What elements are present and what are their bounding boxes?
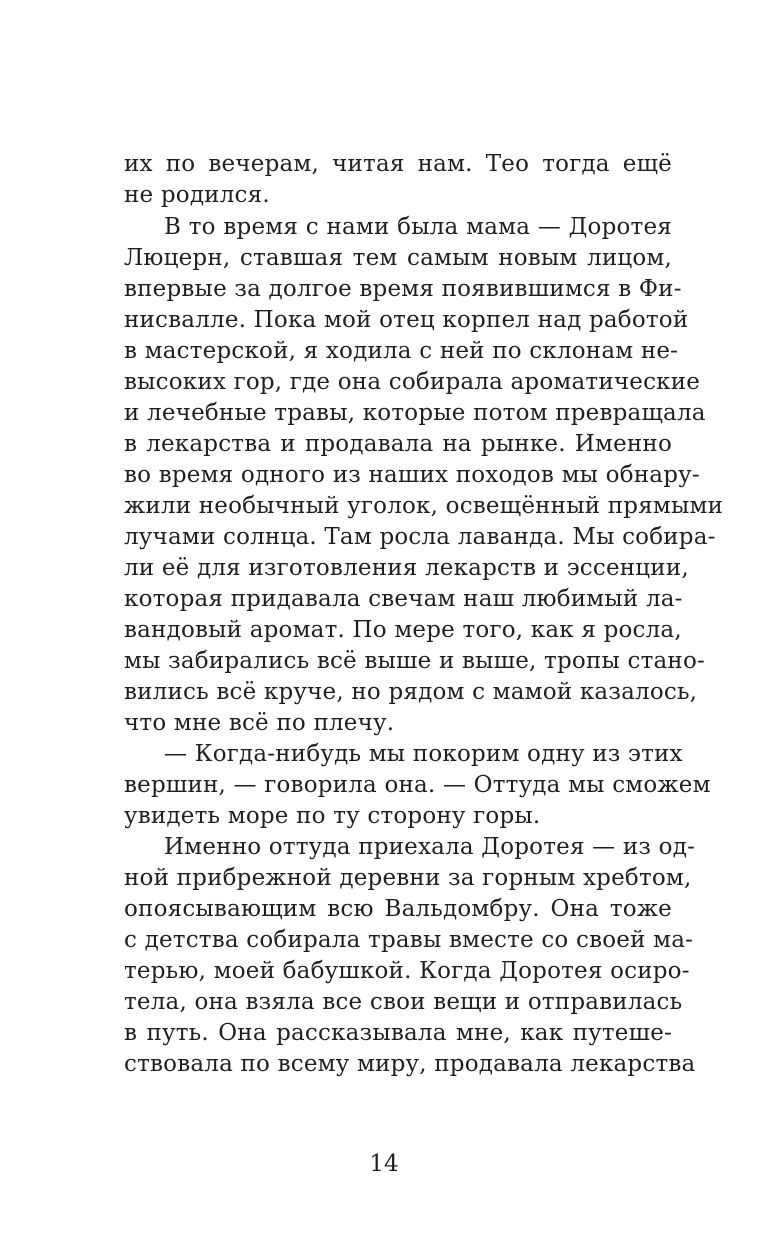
- text-line: лучами солнца. Там росла лаванда. Мы собира-: [124, 524, 716, 550]
- text-line: высоких гор, где она собирала ароматические: [124, 369, 701, 395]
- text-line: что мне всё по плечу.: [124, 710, 395, 736]
- text-line: вились всё круче, но рядом с мамой казалось,: [124, 679, 698, 705]
- text-line: терью, моей бабушкой. Когда Доротея осиро-: [124, 958, 690, 984]
- text-line: во время одного из наших походов мы обнару-: [124, 462, 700, 488]
- text-line: жили необычный уголок, освещённый прямыми: [124, 493, 724, 519]
- text-line: не родился.: [124, 182, 270, 208]
- text-line: ной прибрежной деревни за горным хребтом,: [124, 865, 692, 891]
- text-line: их по вечерам, читая нам. Тео тогда ещё: [124, 151, 672, 177]
- text-line: вандовый аромат. По мере того, как я росла,: [124, 617, 682, 643]
- text-line: В то время с нами была мама — Доротея: [164, 214, 672, 240]
- text-line: ли её для изготовления лекарств и эссенции,: [124, 555, 689, 581]
- text-line: тела, она взяла все свои вещи и отправилась: [124, 989, 683, 1015]
- text-line: в лекарства и продавала на рынке. Именно: [124, 431, 672, 457]
- text-line: впервые за долгое время появившимся в Фи-: [124, 276, 682, 302]
- text-line: Именно оттуда приехала Доротея — из од-: [164, 834, 696, 860]
- text-line: ствовала по всему миру, продавала лекарства: [124, 1051, 696, 1077]
- text-line: — Когда-нибудь мы покорим одну из этих: [164, 741, 683, 767]
- page-number: 14: [369, 1151, 399, 1177]
- text-line: вершин, — говорила она. — Оттуда мы сможем: [124, 772, 711, 798]
- text-line: в путь. Она рассказывала мне, как путеше-: [124, 1020, 672, 1046]
- text-line: и лечебные травы, которые потом превращала: [124, 400, 706, 426]
- text-line: с детства собирала травы вместе со своей ма-: [124, 927, 694, 953]
- text-line: Люцерн, ставшая тем самым новым лицом,: [124, 245, 672, 271]
- text-line: в мастерской, я ходила с ней по склонам не-: [124, 338, 679, 364]
- text-line: опоясывающим всю Вальдомбру. Она тоже: [124, 896, 672, 922]
- text-line: которая придавала свечам наш любимый ла-: [124, 586, 683, 612]
- text-line: увидеть море по ту сторону горы.: [124, 803, 541, 829]
- text-line: нисвалле. Пока мой отец корпел над работой: [124, 307, 689, 333]
- text-line: мы забирались всё выше и выше, тропы стано-: [124, 648, 705, 674]
